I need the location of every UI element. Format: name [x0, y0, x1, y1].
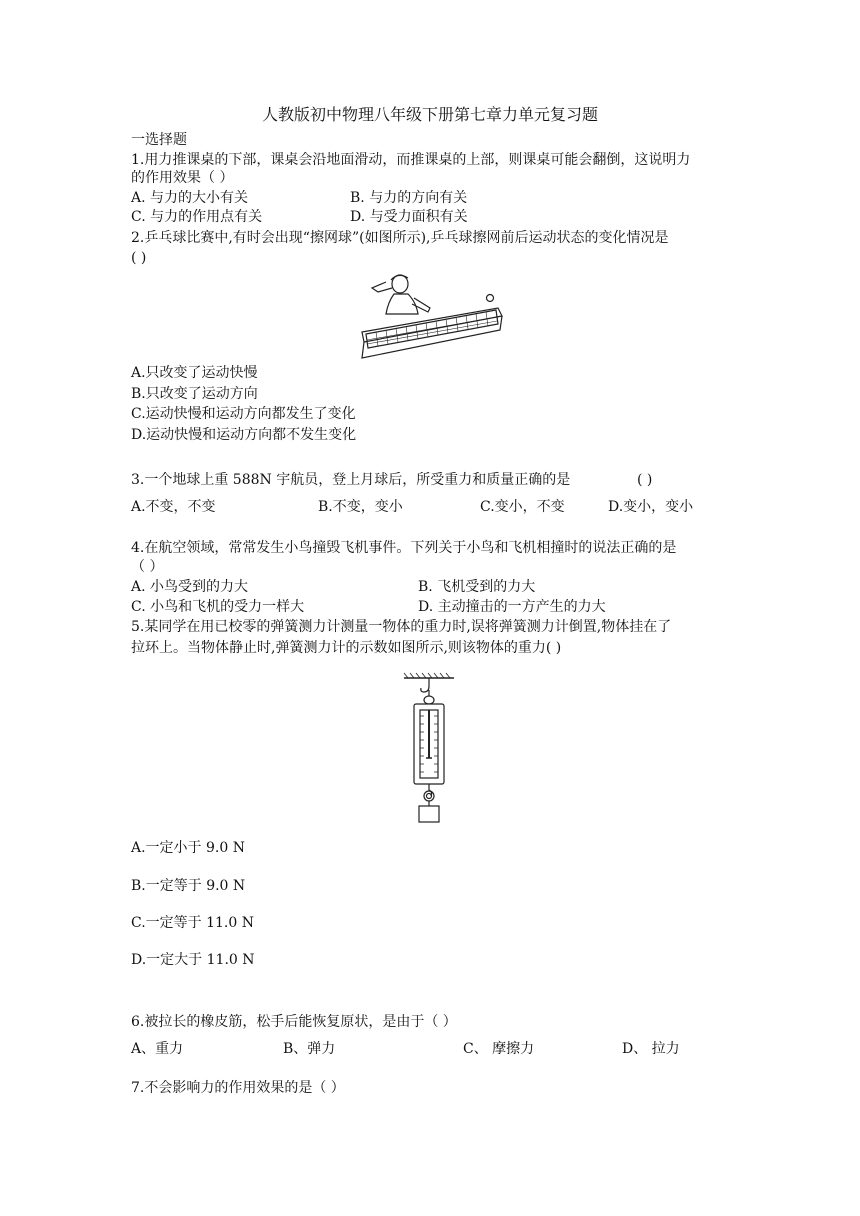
q2-option-c: C.运动快慢和运动方向都发生了变化 — [131, 406, 356, 422]
q3-option-c: C.变小，不变 — [480, 499, 565, 515]
q3-option-d: D.变小，变小 — [608, 499, 694, 515]
section-heading: 一选择题 — [131, 132, 187, 148]
q2-option-b: B.只改变了运动方向 — [131, 386, 258, 402]
q5-option-b: B.一定等于 9.0 N — [131, 878, 246, 894]
q2-option-a: A.只改变了运动快慢 — [131, 365, 258, 381]
q7-stem: 7.不会影响力的作用效果的是（ ） — [131, 1080, 345, 1096]
q6-option-a: A、重力 — [131, 1041, 184, 1057]
q5-stem-line2: 拉环上。当物体静止时,弹簧测力计的示数如图所示,则该物体的重力( ) — [131, 640, 562, 656]
q2-stem-line2: ( ) — [131, 250, 147, 266]
q3-option-b: B.不变，变小 — [318, 499, 403, 515]
q2-option-d: D.运动快慢和运动方向都不发生变化 — [131, 427, 357, 443]
q5-option-d: D.一定大于 11.0 N — [131, 952, 255, 968]
q4-stem-line1: 4.在航空领域，常常发生小鸟撞毁飞机事件。下列关于小鸟和飞机相撞时的说法正确的是 — [131, 540, 677, 556]
q6-option-c: C、 摩擦力 — [463, 1041, 535, 1057]
q3-stem: 3.一个地球上重 588N 宇航员，登上月球后，所受重力和质量正确的是 — [131, 472, 571, 488]
q4-option-a: A. 小鸟受到的力大 — [131, 579, 249, 595]
ping-pong-net-figure — [358, 268, 506, 360]
q5-option-a: A.一定小于 9.0 N — [131, 840, 245, 856]
q4-stem-line2: （ ） — [131, 559, 164, 575]
q1-option-b: B. 与力的方向有关 — [350, 190, 468, 206]
q1-stem-line1: 1.用力推课桌的下部，课桌会沿地面滑动，而推课桌的上部，则课桌可能会翻倒，这说明力 — [131, 152, 691, 168]
q4-option-c: C. 小鸟和飞机的受力一样大 — [131, 599, 305, 615]
q6-option-d: D、 拉力 — [622, 1041, 680, 1057]
q5-stem-line1: 5.某同学在用已校零的弹簧测力计测量一物体的重力时,误将弹簧测力计倒置,物体挂在了 — [131, 619, 672, 635]
q3-option-a: A.不变，不变 — [131, 499, 216, 515]
q2-stem-line1: 2.乒乓球比赛中,有时会出现“擦网球”(如图所示),乒乓球擦网前后运动状态的变化情况是 — [131, 230, 669, 246]
q1-option-d: D. 与受力面积有关 — [350, 209, 468, 225]
q3-answer-paren: ( ) — [637, 472, 653, 488]
q4-option-d: D. 主动撞击的一方产生的力大 — [418, 599, 606, 615]
q6-stem: 6.被拉长的橡皮筋，松手后能恢复原状，是由于（ ） — [131, 1014, 457, 1030]
q5-option-c: C.一定等于 11.0 N — [131, 915, 254, 931]
q4-option-b: B. 飞机受到的力大 — [418, 579, 536, 595]
page-title: 人教版初中物理八年级下册第七章力单元复习题 — [261, 105, 598, 124]
spring-scale-figure — [400, 672, 460, 824]
q1-option-c: C. 与力的作用点有关 — [131, 209, 263, 225]
q1-option-a: A. 与力的大小有关 — [131, 190, 249, 206]
q1-stem-line2: 的作用效果（ ） — [131, 170, 234, 186]
q6-option-b: B、弹力 — [283, 1041, 336, 1057]
